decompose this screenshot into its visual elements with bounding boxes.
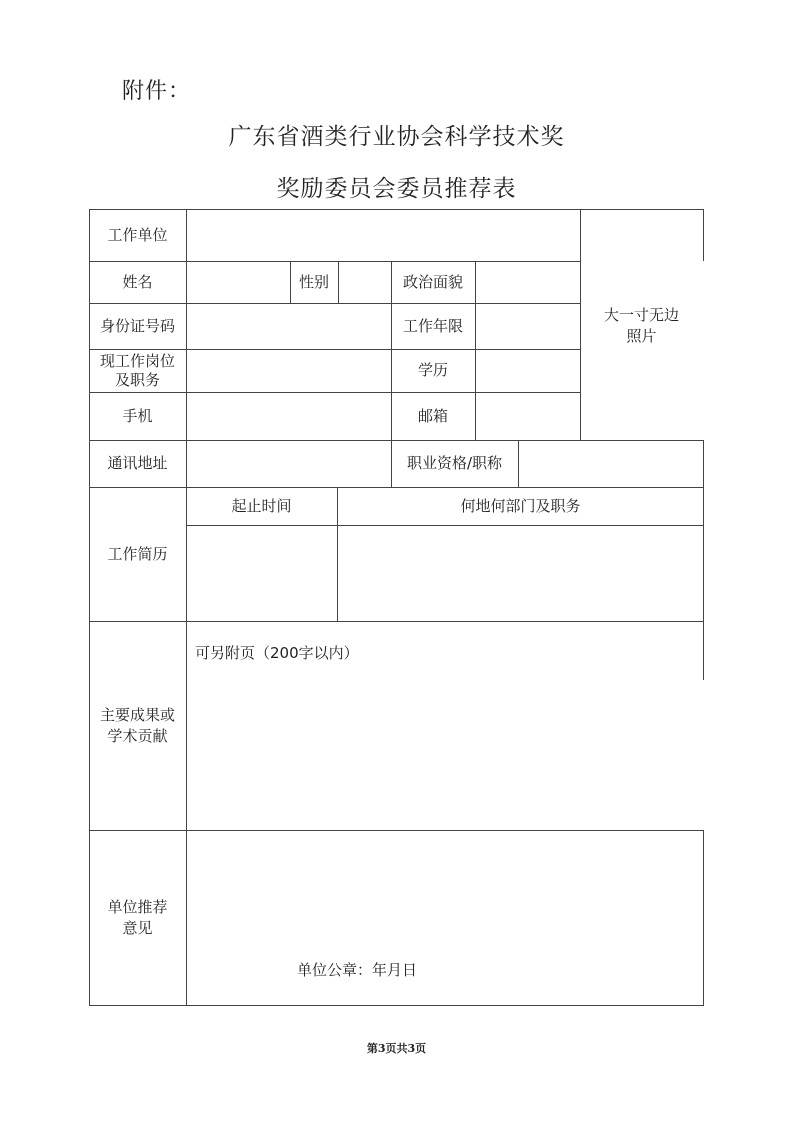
mobile-field[interactable]	[187, 393, 391, 440]
gender-field[interactable]	[339, 262, 391, 303]
achievements-field[interactable]	[187, 622, 703, 830]
political-status-label: 政治面貌	[402, 272, 463, 291]
mobile-label: 手机	[122, 406, 153, 425]
resume-dept-header: 何地何部门及职务	[460, 496, 581, 515]
name-field[interactable]	[187, 262, 290, 303]
position-label-line2: 及职务	[114, 370, 160, 389]
qualification-field[interactable]	[519, 441, 703, 487]
resume-dept-field[interactable]	[338, 526, 703, 621]
work-unit-label: 工作单位	[107, 225, 168, 244]
id-number-label: 身份证号码	[99, 316, 175, 335]
form-title-line2: 奖励委员会委员推荐表	[276, 176, 517, 202]
political-status-field[interactable]	[476, 262, 580, 303]
photo-placeholder[interactable]	[580, 303, 703, 349]
id-number-field[interactable]	[187, 304, 391, 349]
achievements-label-line1: 主要成果或	[99, 705, 175, 724]
work-years-label: 工作年限	[402, 316, 463, 335]
position-label	[89, 349, 186, 392]
name-label: 姓名	[122, 272, 153, 291]
seal-date-text: 单位公章：年月日	[297, 961, 418, 979]
recommend-label	[89, 830, 186, 1005]
photo-label-line2: 照片	[626, 327, 657, 345]
recommend-label-line2: 意见	[122, 918, 153, 937]
resume-period-header: 起止时间	[231, 496, 292, 515]
page-number: 第3页共3页	[366, 1042, 427, 1055]
form-title-line1: 广东省酒类行业协会科学技术奖	[228, 124, 565, 150]
attachment-label: 附件：	[122, 79, 192, 104]
address-label: 通讯地址	[107, 454, 168, 472]
position-field[interactable]	[187, 350, 391, 392]
recommend-label-line1: 单位推荐	[107, 897, 168, 916]
position-label-line1: 现工作岗位	[99, 351, 175, 370]
email-field[interactable]	[476, 393, 580, 440]
recommend-field[interactable]	[187, 831, 703, 1005]
gender-label: 性别	[298, 272, 329, 291]
address-field[interactable]	[187, 441, 391, 487]
work-years-field[interactable]	[476, 304, 580, 349]
achievements-hint: 可另附页（200字以内）	[195, 644, 359, 662]
photo-label-line1: 大一寸无边	[603, 306, 679, 324]
email-label: 邮箱	[417, 406, 448, 425]
qualification-label: 职业资格/职称	[406, 454, 503, 472]
achievements-label-line2: 学术贡献	[107, 726, 168, 745]
resume-period-field[interactable]	[187, 526, 337, 621]
achievements-label	[89, 621, 186, 830]
education-label: 学历	[417, 361, 448, 379]
education-field[interactable]	[476, 350, 580, 392]
work-unit-field[interactable]	[187, 210, 580, 261]
resume-label: 工作简历	[107, 544, 168, 563]
